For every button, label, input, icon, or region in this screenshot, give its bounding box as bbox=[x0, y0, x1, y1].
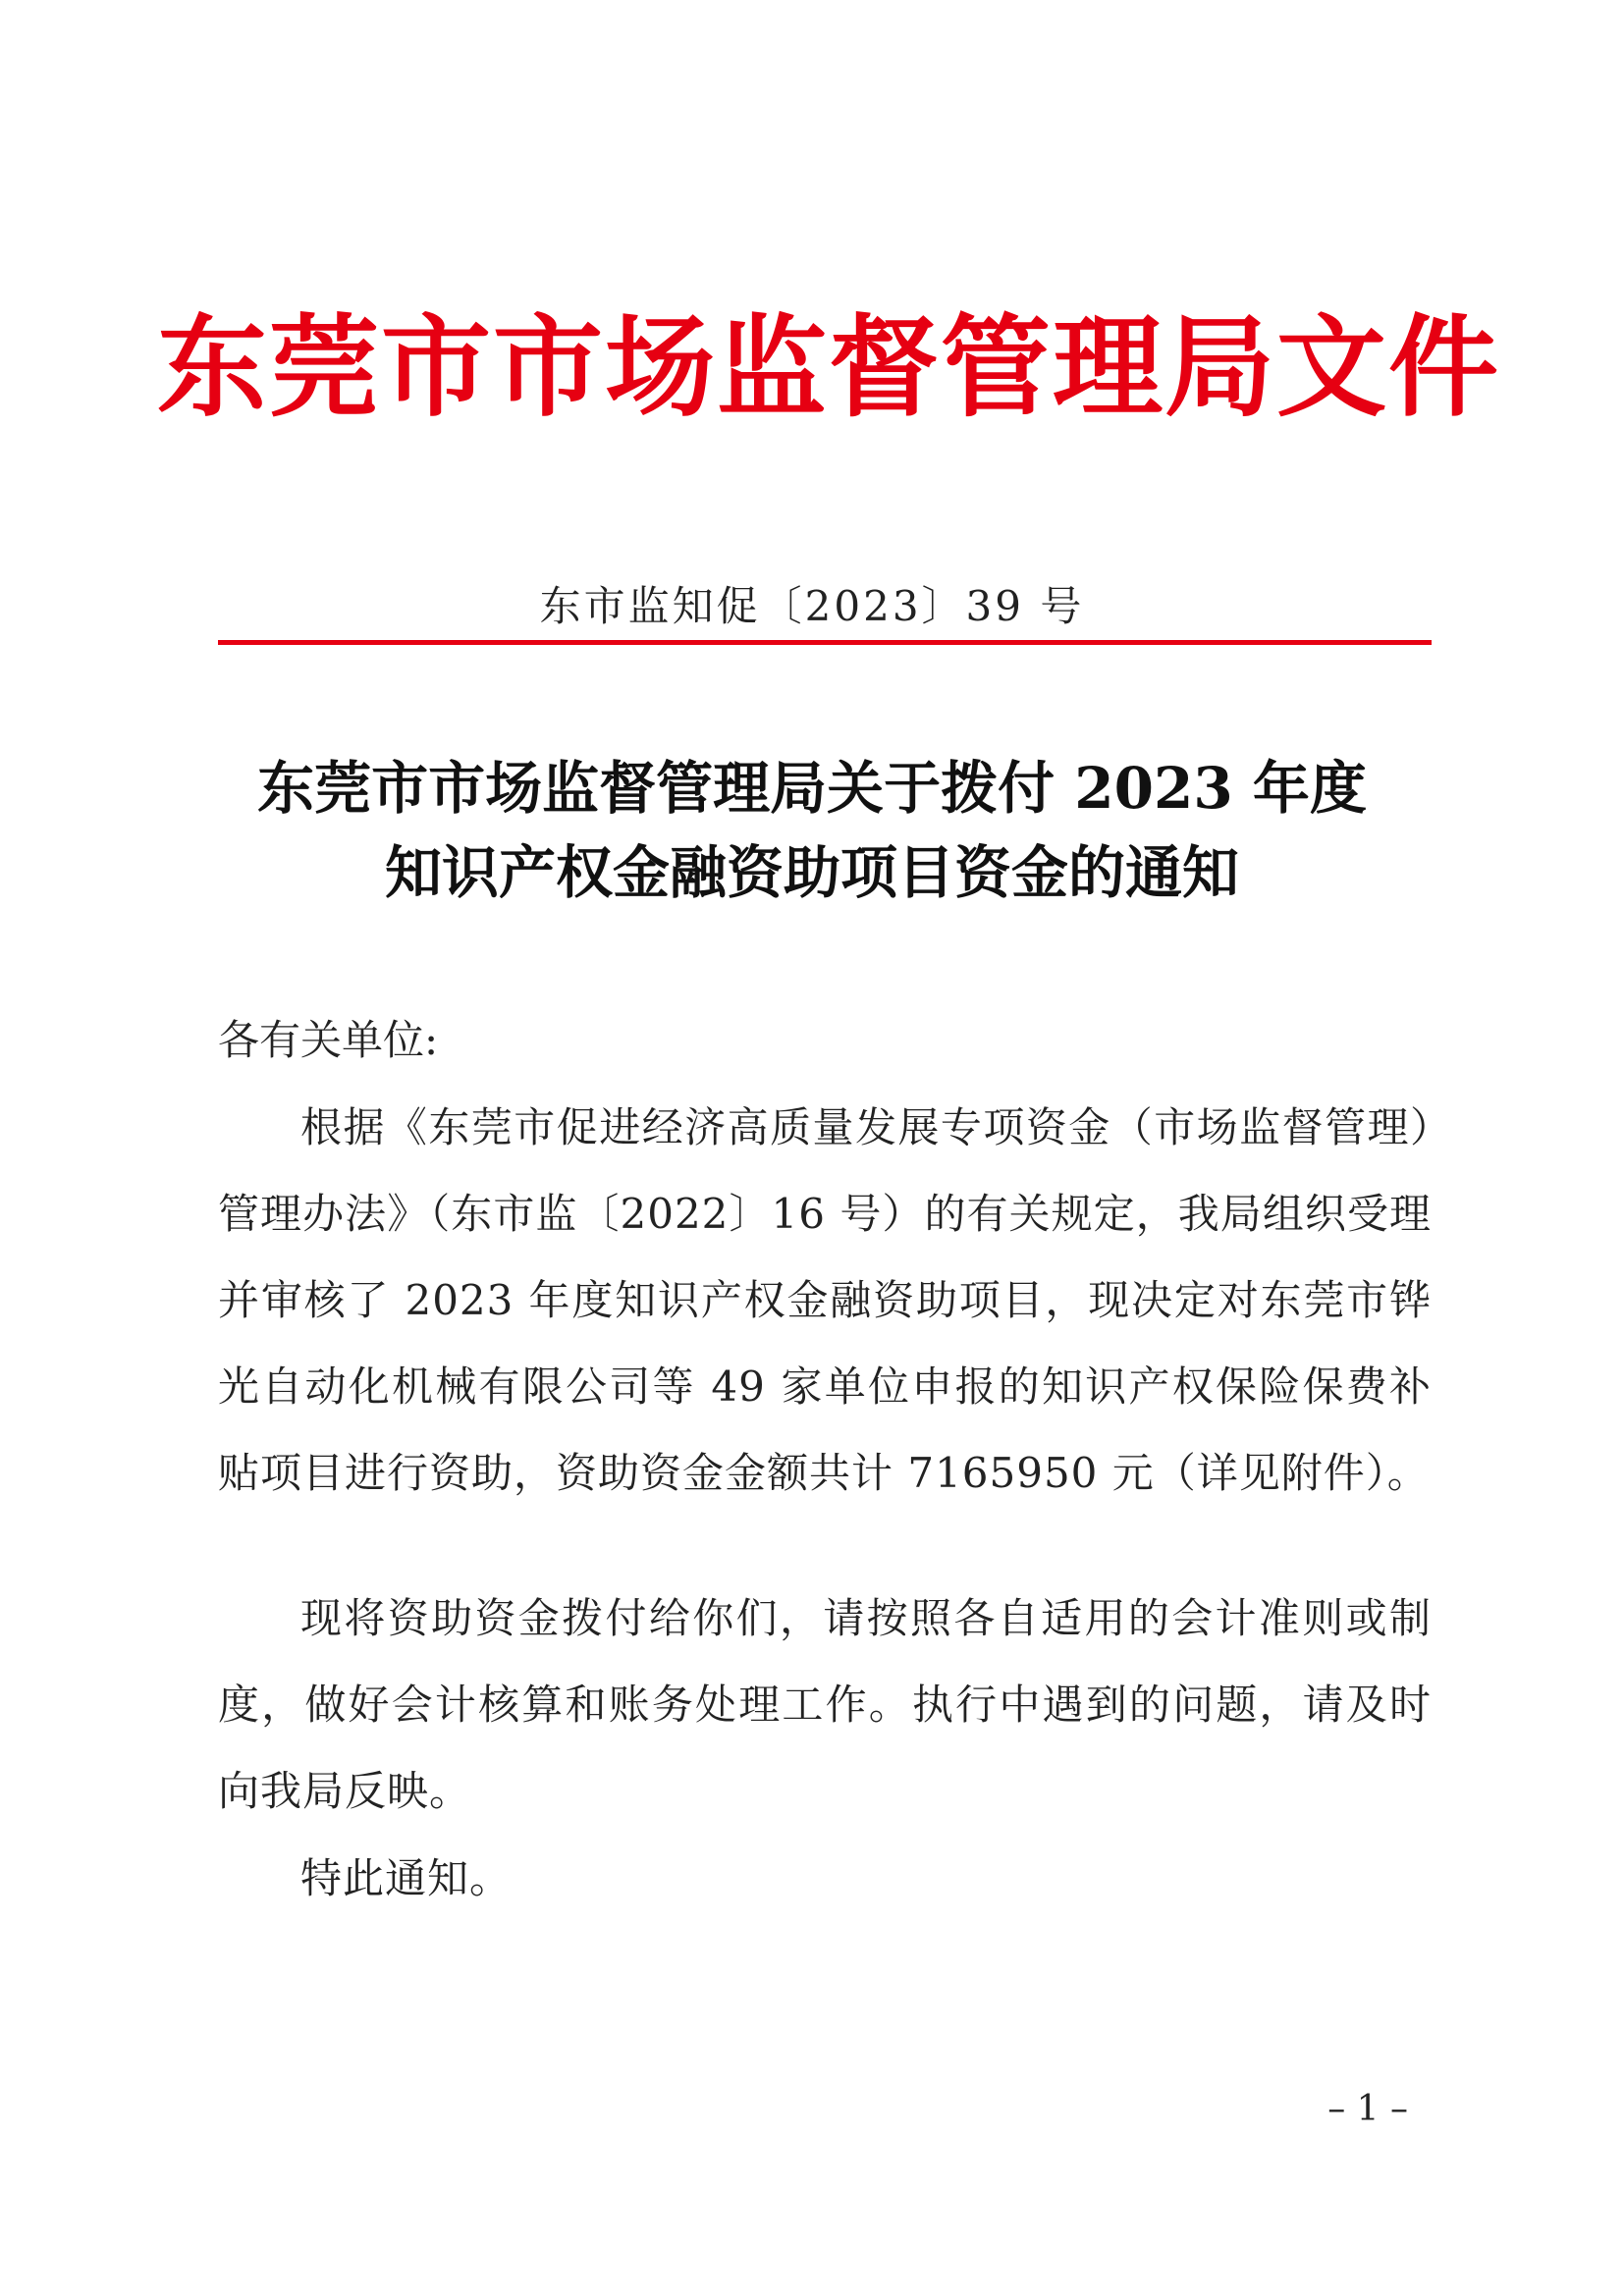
document-number: 东市监知促〔2023〕39 号 bbox=[539, 582, 1085, 630]
red-separator-line bbox=[218, 640, 1432, 645]
closing-paragraph: 特此通知。 bbox=[300, 1854, 513, 1902]
title-line-2: 知识产权金融资助项目资金的通知 bbox=[384, 839, 1239, 906]
page-number: – 1 – bbox=[1327, 2089, 1408, 2129]
body-paragraph-1: 根据《东莞市促进经济高质量发展专项资金（市场监督管理）管理办法》（东市监〔2022〕16 号）的有关规定，我局组织受理并审核了 2023 年度知识产权金融资助项目，现决定对东莞市铧光自动化机械有限公司等 49 家单位申报的知识产权保险保费补贴项目进行资助，资助资金金额共计 7165950 元（详见附件）。 bbox=[218, 1103, 1432, 1497]
salutation: 各有关单位: bbox=[218, 1016, 439, 1064]
agency-masthead: 东莞市市场监督管理局文件 bbox=[157, 303, 1500, 432]
document-title bbox=[196, 746, 1428, 915]
title-line-1: 东莞市市场监督管理局关于拨付 2023 年度 bbox=[257, 755, 1367, 822]
body-paragraph-2: 现将资助资金拨付给你们，请按照各自适用的会计准则或制度，做好会计核算和账务处理工作。执行中遇到的问题，请及时向我局反映。 bbox=[218, 1594, 1432, 1815]
